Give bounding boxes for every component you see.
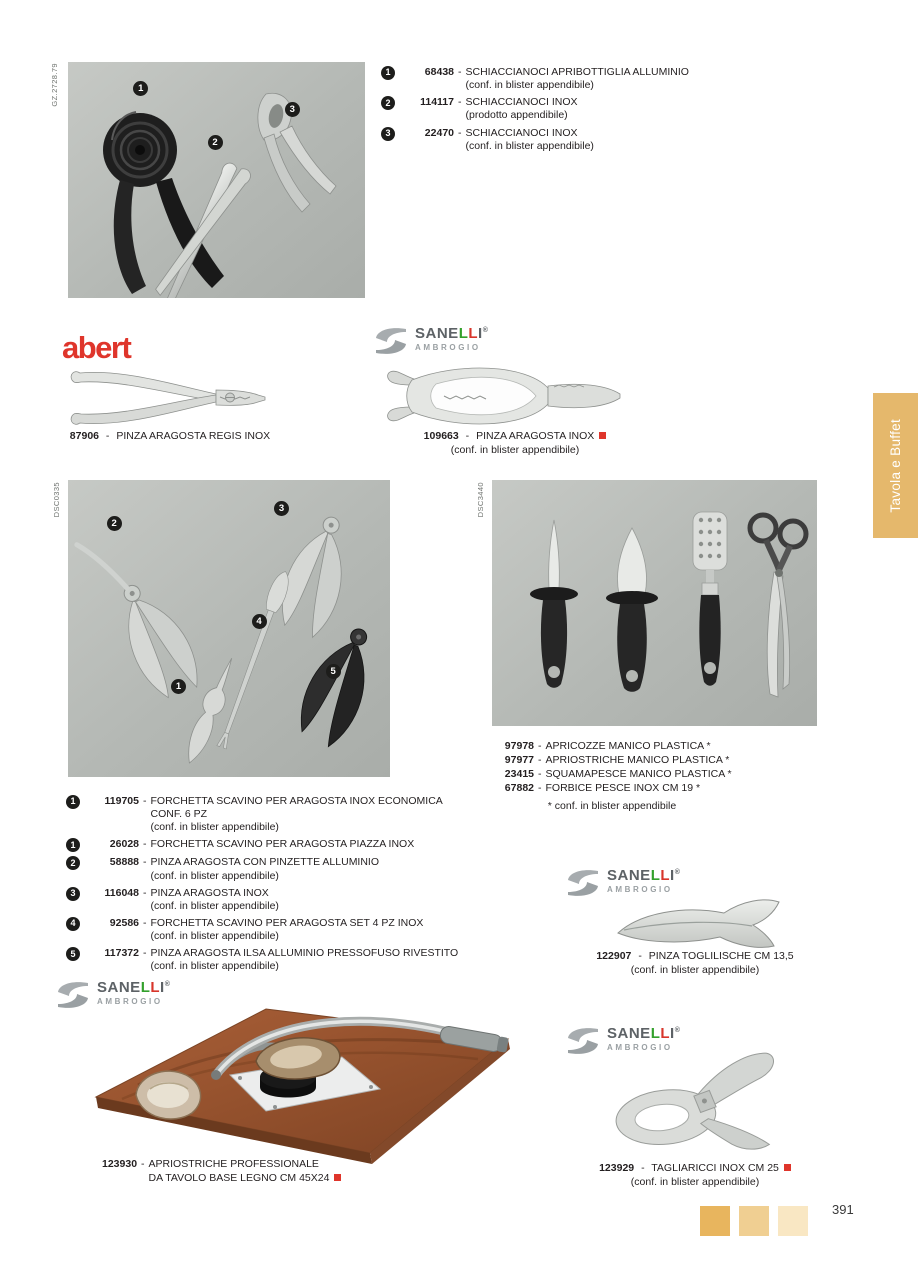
dash-separator: -	[143, 886, 147, 899]
list-item	[492, 768, 772, 781]
item-number-badge: 1	[171, 679, 186, 694]
list-item	[492, 754, 772, 767]
product-note: (conf. in blister appendibile)	[630, 1175, 760, 1188]
dash-separator: -	[141, 1158, 145, 1170]
product-name: PINZA ARAGOSTA REGIS INOX	[116, 430, 271, 442]
photo-credit-left: DSC0335	[52, 482, 61, 518]
product-code: 117372	[104, 947, 139, 960]
registered-mark: ®	[674, 1027, 681, 1034]
pesce-list	[492, 740, 772, 797]
brand-text: L	[660, 867, 671, 884]
item-number-badge: 1	[133, 81, 148, 96]
schiaccianoci-list	[381, 66, 691, 157]
brand-text: I	[670, 867, 675, 884]
caption-apriostriche-pro	[102, 1158, 341, 1185]
brand-text: I	[670, 1025, 675, 1042]
photo-pesce-tools	[492, 480, 817, 726]
product-code: 114117	[420, 96, 454, 109]
product-note: (conf. in blister appendibile)	[150, 930, 279, 942]
product-name: SCHIACCIANOCI APRIBOTTIGLIA ALLUMINIO	[465, 66, 689, 78]
product-code: 68438	[424, 66, 454, 78]
dash-separator: -	[143, 856, 147, 869]
footer-color-swatches	[700, 1206, 808, 1236]
product-note: (conf. in blister appendibile)	[450, 443, 580, 456]
abert-logo: abert	[62, 330, 131, 365]
nutcrackers-illustration	[68, 62, 365, 298]
list-item	[66, 856, 476, 882]
list-item	[66, 947, 476, 973]
product-note: (conf. in blister appendibile)	[150, 960, 279, 973]
product-name: FORCHETTA SCAVINO PER ARAGOSTA SET 4 PZ INOX	[150, 916, 424, 929]
dash-separator: -	[105, 430, 110, 442]
item-number-badge: 1	[66, 795, 80, 809]
pinza-aragosta-image	[378, 356, 628, 436]
product-name: FORCHETTA SCAVINO PER ARAGOSTA PIAZZA INOX	[150, 838, 415, 851]
photo-aragosta-tools	[68, 480, 390, 777]
product-code: 92586	[109, 916, 139, 929]
product-code: 23415	[504, 768, 534, 781]
dash-separator: -	[143, 795, 147, 807]
list-item	[66, 917, 476, 943]
new-item-marker	[599, 432, 606, 439]
blister-footnote: * conf. in blister appendibile	[547, 800, 677, 812]
product-name: PINZA ARAGOSTA INOX	[150, 886, 269, 899]
sanelli-sub-wordmark: AMBROGIO	[607, 885, 673, 894]
product-code: 58888	[109, 856, 139, 869]
registered-mark: ®	[482, 327, 489, 334]
product-name: PINZA TOGLILISCHE CM 13,5	[648, 950, 794, 962]
brand-text: SANE	[607, 1025, 651, 1042]
registered-mark: ®	[674, 869, 681, 876]
product-name: SQUAMAPESCE MANICO PLASTICA *	[545, 768, 732, 781]
sanelli-wordmark	[607, 1026, 680, 1041]
sanelli-sub-wordmark: AMBROGIO	[97, 997, 163, 1006]
item-number-badge: 5	[66, 947, 80, 961]
sanelli-logo	[374, 326, 488, 356]
brand-text: L	[150, 979, 161, 996]
product-name: SCHIACCIANOCI INOX	[465, 126, 578, 139]
item-number-badge: 1	[381, 66, 395, 80]
item-number-badge: 2	[381, 96, 395, 110]
item-number-badge: 5	[326, 664, 341, 679]
dash-separator: -	[465, 430, 470, 442]
product-code: 122907	[596, 950, 632, 962]
dash-separator: -	[538, 782, 542, 795]
brand-text: L	[140, 979, 151, 996]
color-swatch-medium	[739, 1206, 769, 1236]
brand-text: L	[458, 325, 469, 342]
product-note: (conf. in blister appendibile)	[465, 79, 594, 92]
color-swatch-dark	[700, 1206, 730, 1236]
product-code: 26028	[109, 838, 139, 851]
product-code: 123929	[599, 1162, 635, 1174]
list-item	[66, 795, 476, 834]
sanelli-wordmark	[607, 868, 680, 883]
sanelli-sub-wordmark: AMBROGIO	[415, 343, 481, 352]
list-item	[492, 740, 772, 753]
photo-credit-right: DSC3440	[476, 482, 485, 518]
brand-text: SANE	[97, 979, 141, 996]
brand-text: L	[468, 325, 479, 342]
item-number-badge: 3	[66, 887, 80, 901]
product-name: APRIOSTRICHE MANICO PLASTICA *	[545, 754, 730, 767]
brand-text: L	[650, 867, 661, 884]
new-item-marker	[784, 1164, 791, 1171]
product-name: PINZA ARAGOSTA ILSA ALLUMINIO PRESSOFUSO RIVESTITO	[150, 947, 459, 960]
product-note: (conf. in blister appendibile)	[150, 821, 279, 834]
sanelli-s-icon	[374, 326, 408, 356]
product-code: 116048	[104, 886, 139, 899]
product-name-line2: DA TAVOLO BASE LEGNO CM 45X24	[148, 1171, 330, 1184]
sanelli-s-icon	[566, 868, 600, 898]
brand-text: L	[650, 1025, 661, 1042]
fish-tweezers-image	[612, 893, 792, 955]
dash-separator: -	[641, 1162, 645, 1174]
dash-separator: -	[458, 126, 462, 139]
dash-separator: -	[143, 838, 147, 851]
item-number-badge: 1	[66, 838, 80, 852]
dash-separator: -	[143, 947, 147, 960]
dash-separator: -	[638, 950, 642, 962]
product-code: 119705	[104, 795, 139, 807]
list-item	[492, 782, 772, 795]
list-item	[66, 887, 476, 913]
section-tab-label: Tavola e Buffet	[888, 418, 903, 513]
dash-separator: -	[458, 96, 462, 109]
photo-nutcrackers	[68, 62, 365, 298]
product-name: FORBICE PESCE INOX CM 19 *	[545, 782, 701, 795]
item-number-badge: 4	[66, 917, 80, 931]
brand-text: I	[478, 325, 483, 342]
abert-pliers-image	[66, 364, 271, 432]
list-item	[66, 838, 476, 852]
caption-abert-pinza	[30, 430, 310, 444]
product-note: (conf. in blister appendibile)	[465, 139, 594, 152]
product-code: 123930	[102, 1158, 138, 1170]
dash-separator: -	[538, 754, 542, 767]
sanelli-sub-wordmark: AMBROGIO	[607, 1043, 673, 1052]
item-number-badge: 3	[285, 102, 300, 117]
item-number-badge: 4	[252, 614, 267, 629]
product-name: APRICOZZE MANICO PLASTICA *	[545, 740, 711, 752]
dash-separator: -	[538, 740, 542, 752]
list-item	[381, 127, 691, 153]
oyster-opener-board-image	[78, 985, 518, 1165]
item-number-badge: 3	[274, 501, 289, 516]
product-name: FORCHETTA SCAVINO PER ARAGOSTA INOX ECONOMICA CONF. 6 PZ	[150, 795, 443, 821]
sanelli-wordmark	[415, 326, 488, 341]
item-number-badge: 2	[107, 516, 122, 531]
list-item	[381, 66, 691, 92]
new-item-marker	[334, 1174, 341, 1181]
page-number: 391	[832, 1202, 854, 1217]
photo-credit-top: GZ.2728.79	[50, 63, 59, 107]
registered-mark: ®	[164, 981, 171, 988]
product-name: PINZA ARAGOSTA CON PINZETTE ALLUMINIO	[150, 856, 380, 869]
caption-tagliaricci	[575, 1162, 815, 1189]
dash-separator: -	[143, 916, 147, 929]
brand-text: SANE	[415, 325, 459, 342]
product-note: (prodotto appendibile)	[465, 109, 568, 122]
color-swatch-light	[778, 1206, 808, 1236]
product-name: SCHIACCIANOCI INOX	[465, 96, 578, 109]
product-code: 87906	[69, 430, 99, 442]
product-name: PINZA ARAGOSTA INOX	[476, 430, 595, 442]
tagliaricci-image	[595, 1052, 800, 1157]
dash-separator: -	[458, 66, 462, 78]
product-note: (conf. in blister appendibile)	[150, 869, 279, 882]
product-note: (conf. in blister appendibile)	[150, 899, 279, 912]
product-code: 97978	[504, 740, 534, 752]
item-number-badge: 2	[208, 135, 223, 150]
brand-text: L	[660, 1025, 671, 1042]
product-note: (conf. in blister appendibile)	[630, 963, 760, 976]
product-code: 67882	[504, 782, 534, 795]
section-tab-tavola-e-buffet[interactable]	[873, 393, 918, 538]
item-number-badge: 3	[381, 127, 395, 141]
dash-separator: -	[538, 768, 542, 781]
brand-text: SANE	[607, 867, 651, 884]
product-code: 22470	[424, 126, 454, 139]
product-code: 109663	[423, 430, 459, 442]
aragosta-list	[66, 795, 476, 977]
list-item	[381, 96, 691, 122]
caption-pinza-inox	[385, 430, 645, 457]
caption-toglilische	[575, 950, 815, 977]
pesce-tools-illustration	[492, 480, 817, 726]
item-number-badge: 2	[66, 856, 80, 870]
product-code: 97977	[504, 754, 534, 767]
brand-text: I	[160, 979, 165, 996]
product-name-line1: APRIOSTRICHE PROFESSIONALE	[148, 1158, 319, 1170]
product-name: TAGLIARICCI INOX CM 25	[651, 1162, 779, 1174]
